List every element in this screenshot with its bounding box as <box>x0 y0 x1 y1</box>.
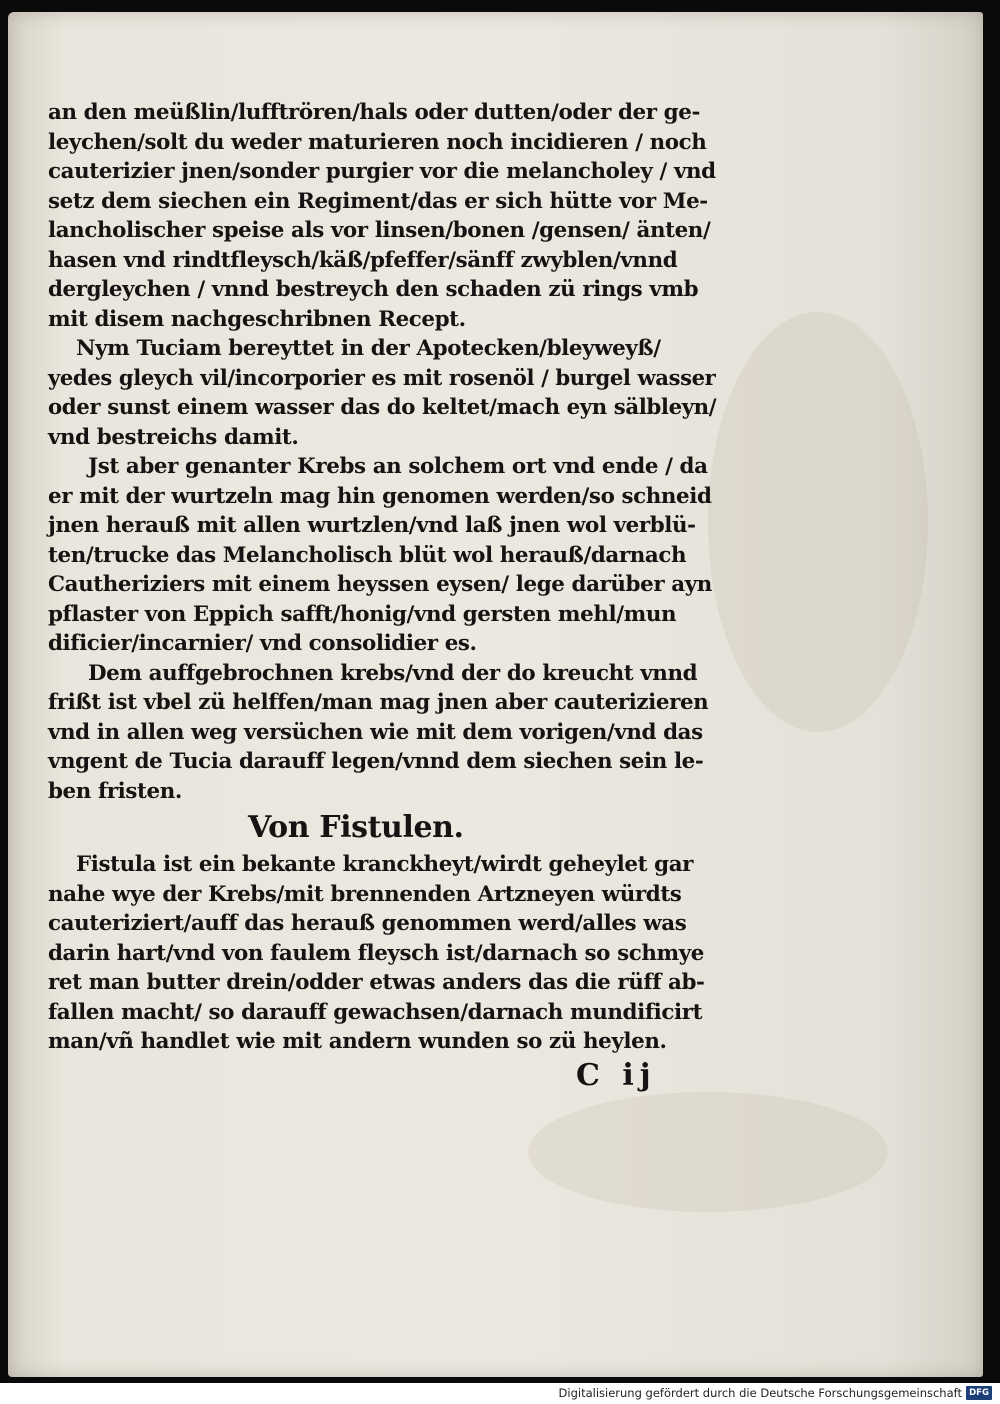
text-line: ben fristen. <box>48 778 182 804</box>
section-heading: Von Fistulen. <box>248 810 464 845</box>
text-line: fallen macht/ so darauff gewachsen/darnach mundificirt <box>48 999 703 1025</box>
text-line: lancholischer speise als vor linsen/bonen /gensen/ änten/ <box>48 218 711 243</box>
text-line: leychen/solt du weder maturieren noch incidieren / noch <box>48 129 707 155</box>
text-line: vngent de Tucia darauff legen/vnnd dem siechen sein le- <box>48 749 704 774</box>
text-line: setz dem siechen ein Regiment/das er sich hütte vor Me- <box>48 188 708 214</box>
text-line: vnd in allen weg versüchen wie mit dem vorigen/vnd das <box>48 719 703 745</box>
text-line: darin hart/vnd von faulem fleysch ist/darnach so schmye <box>48 940 704 966</box>
text-line: cauterizier jnen/sonder purgier vor die melancholey / vnd <box>48 159 716 184</box>
paper-stain <box>528 1092 888 1212</box>
text-line: Cautheriziers mit einem heyssen eysen/ lege darüber ayn <box>48 572 712 597</box>
text-line: pflaster von Eppich safft/honig/vnd gersten mehl/mun <box>48 601 677 627</box>
text-line: ten/trucke das Melancholisch blüt wol herauß/darnach <box>48 542 687 568</box>
text-line: yedes gleych vil/incorporier es mit rosenöl / burgel wasser <box>48 365 716 391</box>
dfg-logo: DFG <box>966 1386 992 1400</box>
text-line: jnen herauß mit allen wurtzlen/vnd laß jnen wol verblü- <box>48 513 696 538</box>
text-line: dergleychen / vnnd bestreych den schaden zü rings vmb <box>48 277 699 302</box>
page-text-block <box>48 98 716 1057</box>
paper-stain <box>708 312 928 732</box>
text-line: ret man butter drein/odder etwas anders das die rüff ab- <box>48 970 705 995</box>
text-line: man/vñ handlet wie mit andern wunden so zü heylen. <box>48 1029 667 1054</box>
text-line: dificier/incarnier/ vnd consolidier es. <box>48 631 477 656</box>
text-line: frißt ist vbel zü helffen/man mag jnen aber cauterizieren <box>48 690 709 715</box>
text-line: oder sunst einem wasser das do keltet/mach eyn sälbleyn/ <box>48 395 717 420</box>
text-line: Fistula ist ein bekante kranckheyt/wirdt geheylet gar <box>76 852 694 877</box>
text-line: mit disem nachgeschribnen Recept. <box>48 306 466 332</box>
text-line: an den meüßlin/lufftrören/hals oder dutten/oder der ge- <box>48 100 700 125</box>
text-line: Nym Tuciam bereyttet in der Apotecken/bleyweyß/ <box>76 336 661 361</box>
funding-credit: Digitalisierung gefördert durch die Deutsche Forschungsgemeinschaft <box>558 1386 962 1400</box>
text-line: er mit der wurtzeln mag hin genomen werden/so schneid <box>48 483 712 509</box>
text-line: Dem auffgebrochnen krebs/vnd der do kreucht vnnd <box>88 660 698 686</box>
text-line: cauteriziert/auff das herauß genommen werd/alles was <box>48 911 687 936</box>
text-line: vnd bestreichs damit. <box>48 424 299 450</box>
text-line: hasen vnd rindtfleysch/käß/pfeffer/sänff zwyblen/vnnd <box>48 247 678 273</box>
text-line: nahe wye der Krebs/mit brennenden Artzneyen würdts <box>48 881 682 907</box>
text-line: Jst aber genanter Krebs an solchem ort vnd ende / da <box>88 454 708 479</box>
signature-mark: C ij <box>576 1058 657 1093</box>
digitization-footer <box>0 1383 1000 1404</box>
